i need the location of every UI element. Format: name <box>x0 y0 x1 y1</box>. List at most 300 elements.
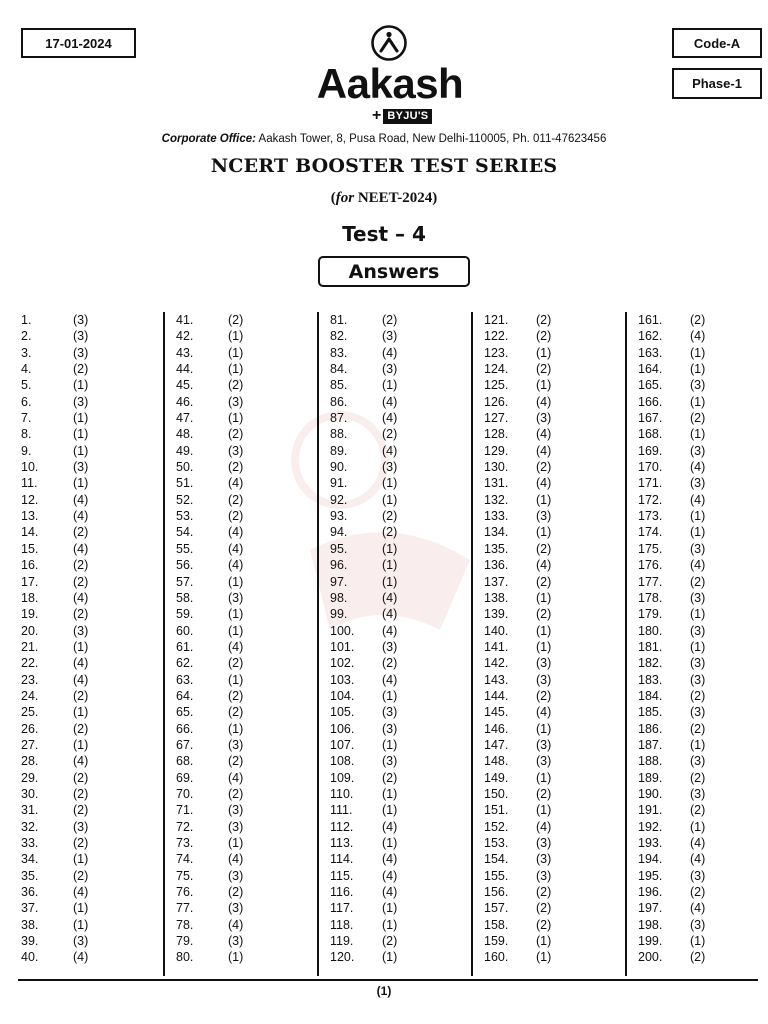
answer-row <box>638 606 768 622</box>
answer-row <box>176 541 306 557</box>
answer-row <box>176 508 306 524</box>
answer-row <box>484 900 614 916</box>
question-number: 122. <box>484 329 509 344</box>
answer-row <box>176 933 306 949</box>
answer-option: (4) <box>228 917 244 932</box>
answer-row <box>484 345 614 361</box>
answer-option: (2) <box>382 509 398 524</box>
question-number: 116. <box>330 885 354 900</box>
answer-option: (3) <box>536 411 552 426</box>
answer-row <box>638 917 768 933</box>
answer-option: (3) <box>536 509 552 524</box>
answer-option: (3) <box>228 443 244 458</box>
question-number: 136. <box>484 558 509 573</box>
answer-option: (1) <box>690 934 706 949</box>
question-number: 73. <box>176 836 194 850</box>
question-number: 70. <box>176 786 194 801</box>
answer-row <box>484 590 614 606</box>
question-number: 177. <box>638 574 663 589</box>
answer-option: (2) <box>690 950 706 965</box>
answer-option: (4) <box>73 950 89 965</box>
answer-row <box>330 361 460 377</box>
answer-option: (1) <box>228 329 244 344</box>
answer-row <box>638 672 768 688</box>
question-number: 59. <box>176 607 194 622</box>
answer-option: (2) <box>228 754 244 769</box>
question-number: 166. <box>638 394 663 409</box>
answer-row <box>330 410 460 426</box>
answer-option: (1) <box>690 362 706 377</box>
for-word: for <box>335 190 355 206</box>
question-number: 55. <box>176 541 194 556</box>
answer-option: (2) <box>536 607 552 622</box>
question-number: 186. <box>638 721 663 736</box>
question-number: 21. <box>21 639 39 654</box>
question-number: 44. <box>176 362 194 377</box>
answer-row <box>330 328 460 344</box>
answer-row <box>330 786 460 802</box>
answer-row <box>330 524 460 540</box>
answer-option: (4) <box>73 754 89 769</box>
answer-option: (1) <box>690 345 706 360</box>
answer-option: (1) <box>690 819 706 834</box>
page-number: (1) <box>376 984 392 998</box>
answer-row <box>21 835 151 851</box>
question-number: 200. <box>638 950 663 965</box>
answer-row <box>21 933 151 949</box>
answer-option: (4) <box>690 836 706 850</box>
question-number: 37. <box>21 901 39 916</box>
answer-option: (1) <box>536 378 552 393</box>
question-number: 57. <box>176 574 194 589</box>
answer-row <box>21 770 151 786</box>
answer-row <box>484 328 614 344</box>
question-number: 58. <box>176 590 194 605</box>
answer-row <box>484 377 614 393</box>
question-number: 98. <box>330 590 348 605</box>
answer-row <box>176 492 306 508</box>
question-number: 112. <box>330 819 354 834</box>
answer-option: (4) <box>536 443 552 458</box>
question-number: 27. <box>21 737 39 752</box>
answer-row <box>21 361 151 377</box>
answer-row <box>638 802 768 818</box>
question-number: 52. <box>176 492 194 507</box>
answer-row <box>330 475 460 491</box>
answer-option: (2) <box>690 313 706 327</box>
question-number: 113. <box>330 836 354 850</box>
question-number: 86. <box>330 394 348 409</box>
aakash-logo <box>300 24 480 134</box>
answer-option: (4) <box>690 329 706 344</box>
answer-row <box>638 721 768 737</box>
answer-row <box>330 443 460 459</box>
question-number: 127. <box>484 411 509 426</box>
answer-option: (4) <box>73 590 89 605</box>
answer-option: (2) <box>228 786 244 801</box>
answer-row <box>176 786 306 802</box>
answer-row <box>21 900 151 916</box>
answer-row <box>21 917 151 933</box>
answer-option: (2) <box>382 427 398 442</box>
question-number: 183. <box>638 672 663 687</box>
answer-option: (1) <box>382 803 398 818</box>
answer-row <box>176 426 306 442</box>
answer-option: (2) <box>536 901 552 916</box>
answer-column <box>21 312 151 966</box>
question-number: 50. <box>176 460 194 475</box>
answer-row <box>484 410 614 426</box>
answer-option: (3) <box>690 868 706 883</box>
answer-row <box>330 770 460 786</box>
answer-option: (3) <box>73 460 89 475</box>
question-number: 14. <box>21 525 39 540</box>
answer-row <box>330 459 460 475</box>
answer-row <box>484 394 614 410</box>
question-number: 99. <box>330 607 348 622</box>
answer-row <box>484 688 614 704</box>
corporate-office-line <box>0 133 768 145</box>
question-number: 16. <box>21 558 39 573</box>
answer-option: (2) <box>73 868 89 883</box>
answer-option: (1) <box>228 574 244 589</box>
answer-row <box>176 688 306 704</box>
question-number: 69. <box>176 770 194 785</box>
answer-option: (3) <box>690 672 706 687</box>
answer-row <box>330 492 460 508</box>
question-number: 192. <box>638 819 663 834</box>
answer-row <box>638 557 768 573</box>
answer-option: (3) <box>382 362 398 377</box>
question-number: 185. <box>638 705 663 720</box>
question-number: 114. <box>330 852 354 867</box>
answer-option: (2) <box>73 574 89 589</box>
answer-row <box>176 753 306 769</box>
answer-row <box>330 802 460 818</box>
answer-row <box>21 508 151 524</box>
answer-option: (1) <box>73 378 89 393</box>
answer-option: (2) <box>228 427 244 442</box>
answer-option: (1) <box>382 901 398 916</box>
answer-row <box>330 753 460 769</box>
answer-option: (1) <box>228 950 244 965</box>
answer-row <box>176 590 306 606</box>
answer-option: (1) <box>228 362 244 377</box>
question-number: 62. <box>176 656 194 671</box>
answer-option: (3) <box>73 394 89 409</box>
question-number: 84. <box>330 362 348 377</box>
answer-option: (2) <box>73 721 89 736</box>
question-number: 6. <box>21 394 32 409</box>
answer-option: (3) <box>228 590 244 605</box>
answer-row <box>330 541 460 557</box>
question-number: 45. <box>176 378 194 393</box>
answer-option: (3) <box>690 917 706 932</box>
answer-option: (1) <box>536 803 552 818</box>
question-number: 140. <box>484 623 509 638</box>
question-number: 110. <box>330 786 354 801</box>
answer-row <box>330 394 460 410</box>
answer-option: (1) <box>382 378 398 393</box>
question-number: 158. <box>484 917 509 932</box>
question-number: 141. <box>484 639 509 654</box>
answer-option: (2) <box>73 786 89 801</box>
question-number: 4. <box>21 362 32 377</box>
answer-row <box>21 802 151 818</box>
answer-option: (4) <box>690 492 706 507</box>
question-number: 132. <box>484 492 509 507</box>
answer-row <box>176 884 306 900</box>
answer-row <box>176 737 306 753</box>
answer-option: (2) <box>228 656 244 671</box>
answer-row <box>638 655 768 671</box>
question-number: 2. <box>21 329 32 344</box>
answer-option: (3) <box>690 541 706 556</box>
answer-row <box>330 574 460 590</box>
answer-option: (4) <box>536 819 552 834</box>
answer-row <box>484 508 614 524</box>
answer-row <box>330 819 460 835</box>
answer-option: (1) <box>536 770 552 785</box>
question-number: 153. <box>484 836 509 850</box>
answer-option: (1) <box>228 345 244 360</box>
answer-row <box>330 590 460 606</box>
answer-option: (3) <box>228 819 244 834</box>
answer-row <box>21 557 151 573</box>
answer-option: (2) <box>228 378 244 393</box>
answer-option: (1) <box>382 558 398 573</box>
answer-option: (1) <box>536 590 552 605</box>
answer-row <box>21 672 151 688</box>
question-number: 74. <box>176 852 194 867</box>
question-number: 32. <box>21 819 39 834</box>
answer-row <box>330 606 460 622</box>
answers-label: Answers <box>348 260 440 283</box>
answer-column <box>330 312 460 966</box>
question-number: 175. <box>638 541 663 556</box>
answer-option: (2) <box>690 688 706 703</box>
answer-option: (1) <box>536 525 552 540</box>
answer-row <box>638 688 768 704</box>
question-number: 35. <box>21 868 39 883</box>
question-number: 170. <box>638 460 663 475</box>
column-separator <box>317 312 319 976</box>
question-number: 76. <box>176 885 194 900</box>
answer-option: (2) <box>228 492 244 507</box>
answer-option: (1) <box>536 623 552 638</box>
answer-row <box>176 949 306 965</box>
answer-row <box>176 557 306 573</box>
answer-row <box>638 410 768 426</box>
answer-row <box>21 492 151 508</box>
question-number: 135. <box>484 541 509 556</box>
answer-row <box>330 655 460 671</box>
answer-option: (3) <box>382 329 398 344</box>
answer-row <box>176 770 306 786</box>
question-number: 30. <box>21 786 39 801</box>
question-number: 118. <box>330 917 354 932</box>
answer-row <box>484 868 614 884</box>
question-number: 197. <box>638 901 663 916</box>
answer-row <box>484 524 614 540</box>
question-number: 10. <box>21 460 39 475</box>
question-number: 194. <box>638 852 663 867</box>
code-box <box>672 28 762 58</box>
question-number: 9. <box>21 443 32 458</box>
question-number: 182. <box>638 656 663 671</box>
question-number: 77. <box>176 901 194 916</box>
question-number: 178. <box>638 590 663 605</box>
answer-row <box>638 884 768 900</box>
answer-row <box>21 868 151 884</box>
answer-row <box>21 312 151 328</box>
answer-row <box>484 443 614 459</box>
question-number: 96. <box>330 558 348 573</box>
answer-row <box>176 394 306 410</box>
answer-option: (2) <box>382 313 398 327</box>
answer-row <box>330 426 460 442</box>
answer-row <box>176 410 306 426</box>
answer-row <box>484 655 614 671</box>
question-number: 119. <box>330 934 354 949</box>
answer-row <box>176 361 306 377</box>
answer-row <box>638 851 768 867</box>
answer-row <box>484 753 614 769</box>
answer-row <box>21 704 151 720</box>
answer-option: (2) <box>73 688 89 703</box>
question-number: 106. <box>330 721 355 736</box>
question-number: 33. <box>21 836 39 850</box>
answer-option: (2) <box>382 656 398 671</box>
answer-option: (4) <box>228 770 244 785</box>
answer-column <box>638 312 768 966</box>
answer-row <box>484 737 614 753</box>
answer-option: (2) <box>382 770 398 785</box>
question-number: 180. <box>638 623 663 638</box>
question-number: 109. <box>330 770 355 785</box>
question-number: 169. <box>638 443 663 458</box>
question-number: 120. <box>330 950 355 965</box>
question-number: 188. <box>638 754 663 769</box>
answer-row <box>484 361 614 377</box>
question-number: 195. <box>638 868 663 883</box>
answer-row <box>638 639 768 655</box>
answer-option: (1) <box>228 607 244 622</box>
answer-option: (2) <box>228 460 244 475</box>
answer-option: (1) <box>382 541 398 556</box>
column-separator <box>163 312 165 976</box>
answer-row <box>330 623 460 639</box>
answer-option: (4) <box>536 476 552 491</box>
question-number: 8. <box>21 427 32 442</box>
answer-option: (2) <box>73 836 89 850</box>
answer-row <box>330 312 460 328</box>
answer-option: (1) <box>690 607 706 622</box>
answer-row <box>330 868 460 884</box>
question-number: 198. <box>638 917 663 932</box>
question-number: 128. <box>484 427 509 442</box>
answer-row <box>21 949 151 965</box>
answer-option: (1) <box>73 737 89 752</box>
answer-option: (2) <box>228 705 244 720</box>
question-number: 7. <box>21 411 32 426</box>
answer-row <box>330 835 460 851</box>
question-number: 103. <box>330 672 355 687</box>
answer-row <box>176 704 306 720</box>
answer-row <box>21 606 151 622</box>
answer-row <box>638 933 768 949</box>
answer-row <box>484 639 614 655</box>
answer-row <box>176 475 306 491</box>
question-number: 46. <box>176 394 194 409</box>
question-number: 79. <box>176 934 194 949</box>
question-number: 36. <box>21 885 39 900</box>
answer-option: (4) <box>690 558 706 573</box>
answer-option: (3) <box>536 836 552 850</box>
question-number: 123. <box>484 345 509 360</box>
answer-option: (1) <box>690 509 706 524</box>
answer-row <box>21 737 151 753</box>
answer-option: (1) <box>73 901 89 916</box>
answer-row <box>21 524 151 540</box>
question-number: 29. <box>21 770 39 785</box>
answer-row <box>484 557 614 573</box>
answer-row <box>176 606 306 622</box>
answer-option: (1) <box>73 443 89 458</box>
answer-row <box>484 786 614 802</box>
answer-row <box>638 394 768 410</box>
answer-option: (3) <box>536 672 552 687</box>
answer-row <box>484 851 614 867</box>
question-number: 78. <box>176 917 194 932</box>
question-number: 176. <box>638 558 663 573</box>
question-number: 164. <box>638 362 663 377</box>
answer-option: (2) <box>382 934 398 949</box>
answer-row <box>638 377 768 393</box>
answer-option: (4) <box>382 885 398 900</box>
answer-option: (3) <box>73 623 89 638</box>
answer-option: (4) <box>382 590 398 605</box>
answer-row <box>638 475 768 491</box>
answer-row <box>484 884 614 900</box>
answer-row <box>638 426 768 442</box>
question-number: 144. <box>484 688 509 703</box>
answer-row <box>21 721 151 737</box>
question-number: 43. <box>176 345 194 360</box>
answer-row <box>21 786 151 802</box>
question-number: 147. <box>484 737 509 752</box>
question-number: 24. <box>21 688 39 703</box>
answer-row <box>330 704 460 720</box>
question-number: 131. <box>484 476 509 491</box>
answer-option: (2) <box>690 885 706 900</box>
question-number: 3. <box>21 345 32 360</box>
answer-option: (3) <box>690 378 706 393</box>
answer-option: (3) <box>382 754 398 769</box>
test-number: Test – 4 <box>342 222 426 246</box>
question-number: 149. <box>484 770 509 785</box>
answer-row <box>21 345 151 361</box>
answer-row <box>176 459 306 475</box>
question-number: 42. <box>176 329 194 344</box>
answer-option: (4) <box>73 672 89 687</box>
answer-option: (2) <box>228 688 244 703</box>
question-number: 121. <box>484 313 509 327</box>
answer-row <box>638 492 768 508</box>
question-number: 31. <box>21 803 39 818</box>
answer-row <box>330 851 460 867</box>
question-number: 20. <box>21 623 39 638</box>
